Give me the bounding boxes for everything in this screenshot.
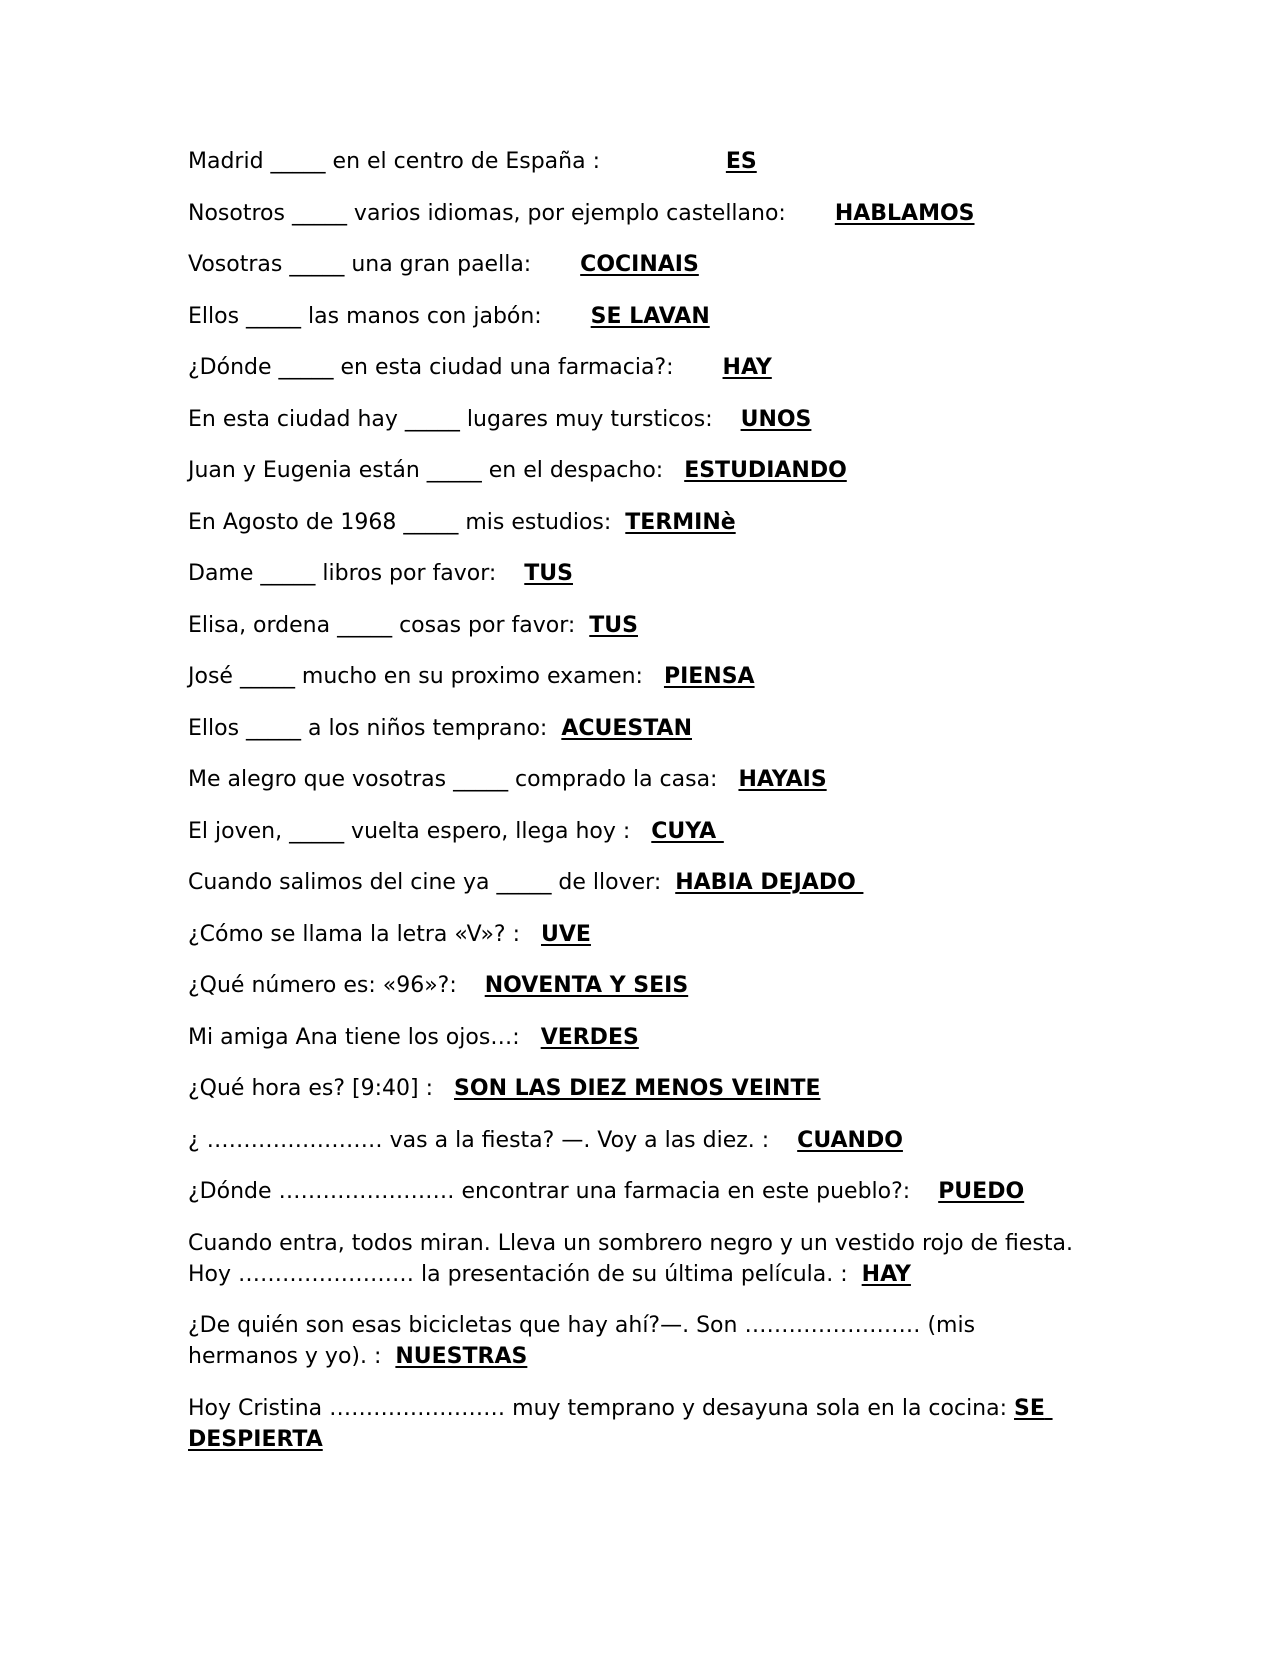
question-text: ¿ …………………… vas a la fiesta? —. Voy a las diez. : (188, 1127, 798, 1153)
answer-text: NUESTRAS (395, 1344, 528, 1369)
list-item (188, 301, 1088, 332)
list-item (188, 1125, 1088, 1156)
list-item (188, 970, 1088, 1001)
question-text: Vosotras _____ una gran paella: (188, 252, 581, 277)
answer-text: ESTUDIANDO (684, 458, 847, 483)
answer-text: PIENSA (663, 664, 755, 689)
answer-text: ACUESTAN (561, 715, 692, 741)
answer-text: HAY (861, 1261, 911, 1287)
question-text: Elisa, ordena _____ cosas por favor: (188, 612, 590, 638)
answer-text: HABLAMOS (834, 200, 975, 226)
question-text: Nosotros _____ varios idiomas, por ejemplo castellano: (188, 200, 835, 226)
list-item (188, 1073, 1088, 1104)
answer-text: VERDES (540, 1024, 639, 1050)
answer-text: TERMINè (625, 509, 736, 535)
list-item (188, 146, 1088, 177)
question-text: Juan y Eugenia están _____ en el despacho: (188, 458, 685, 483)
list-item (188, 455, 1088, 486)
list-item (188, 1022, 1088, 1053)
question-text: En Agosto de 1968 _____ mis estudios: (188, 509, 626, 535)
list-item (188, 713, 1088, 744)
question-text: ¿De quién son esas bicicletas que hay ahí?—. Son …………………… (mis hermanos y yo). : (188, 1313, 983, 1369)
list-item (188, 352, 1088, 383)
answer-text: HABIA DEJADO (675, 870, 864, 895)
list-item (188, 661, 1088, 692)
list-item (188, 558, 1088, 589)
list-item (188, 249, 1088, 280)
answer-text: SE LAVAN (590, 303, 710, 329)
list-item (188, 1393, 1088, 1455)
question-text: El joven, _____ vuelta espero, llega hoy : (188, 818, 652, 844)
list-item (188, 764, 1088, 795)
answer-text: TUS (589, 612, 638, 638)
answer-text: HAY (722, 355, 772, 380)
answer-text: TUS (524, 561, 573, 586)
question-text: Me alegro que vosotras _____ comprado la casa: (188, 767, 739, 792)
answer-text: COCINAIS (580, 252, 699, 277)
list-item (188, 610, 1088, 641)
answer-text: NOVENTA Y SEIS (484, 973, 689, 998)
list-item (188, 198, 1088, 229)
question-text: Ellos _____ a los niños temprano: (188, 715, 562, 741)
list-item (188, 919, 1088, 950)
answer-text: CUYA (651, 818, 724, 844)
question-text: José _____ mucho en su proximo examen: (188, 664, 664, 689)
question-text: Ellos _____ las manos con jabón: (188, 303, 591, 329)
list-item (188, 404, 1088, 435)
question-text: Madrid _____ en el centro de España : (188, 149, 726, 174)
question-text: Cuando entra, todos miran. Lleva un sombrero negro y un vestido rojo de fiesta. Hoy …………………… la presentación de su última película. : (188, 1230, 1080, 1287)
answer-text: UVE (541, 921, 591, 947)
question-text: ¿Qué hora es? [9:40] : (188, 1076, 455, 1101)
list-item (188, 1228, 1088, 1290)
answer-text: CUANDO (797, 1127, 903, 1153)
list-item (188, 507, 1088, 538)
question-text: En esta ciudad hay _____ lugares muy tursticos: (188, 406, 741, 432)
list-item (188, 1310, 1088, 1372)
question-text: Mi amiga Ana tiene los ojos…: (188, 1024, 541, 1050)
question-text: Dame _____ libros por favor: (188, 561, 525, 586)
list-item (188, 816, 1088, 847)
question-text: ¿Dónde _____ en esta ciudad una farmacia?: (188, 355, 723, 380)
question-text: ¿Dónde …………………… encontrar una farmacia en este pueblo?: (188, 1179, 939, 1204)
answer-text: SON LAS DIEZ MENOS VEINTE (454, 1076, 821, 1101)
question-text: Cuando salimos del cine ya _____ de llover: (188, 870, 676, 895)
exercise-list (188, 146, 1088, 1475)
answer-text: HAYAIS (738, 767, 827, 792)
answer-text: PUEDO (938, 1179, 1025, 1204)
list-item (188, 867, 1088, 898)
answer-text: ES (725, 149, 757, 174)
list-item (188, 1176, 1088, 1207)
question-text: ¿Qué número es: «96»?: (188, 973, 485, 998)
question-text: Hoy Cristina …………………… muy temprano y desayuna sola en la cocina: (188, 1395, 1015, 1421)
answer-text: SE DESPIERTA (188, 1395, 1053, 1452)
answer-text: UNOS (740, 406, 812, 432)
question-text: ¿Cómo se llama la letra «V»? : (188, 921, 541, 947)
